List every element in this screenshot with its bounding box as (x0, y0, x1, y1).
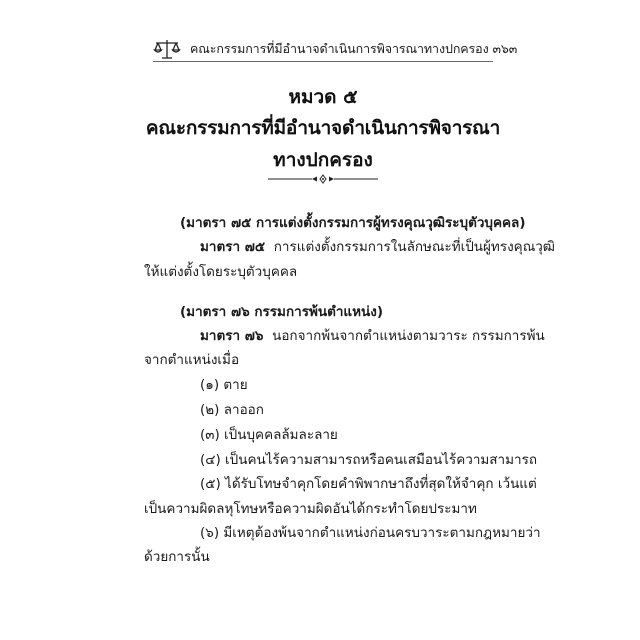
chapter-title-line1: คณะกรรมการที่มีอำนาจดำเนินการพิจารณา (145, 117, 501, 139)
section-75-label: มาตรา ๗๕ (200, 239, 266, 255)
running-header: คณะกรรมการที่มีอำนาจดำเนินการพิจารณาทางปกครอง ๓๖๓ (190, 41, 518, 56)
list-item-3: (๓) เป็นบุคคลล้มละลาย (200, 427, 338, 443)
list-item-5-line1: (๕) ได้รับโทษจำคุกโดยคำพิพากษาถึงที่สุดให้จำคุก เว้นแต่ (200, 476, 537, 492)
list-item-6-line1: (๖) มีเหตุต้องพ้นจากตำแหน่งก่อนครบวาระตามกฎหมายว่า (200, 525, 541, 541)
section-75-heading: (มาตรา ๗๕ การแต่งตั้งกรรมการผู้ทรงคุณวุฒิระบุตัวบุคคล) (180, 215, 526, 231)
scales-of-justice-icon (153, 38, 181, 60)
ornament-divider (268, 173, 378, 185)
section-75-text-line2: ให้แต่งตั้งโดยระบุตัวบุคคล (144, 264, 298, 280)
list-item-4: (๔) เป็นคนไร้ความสามารถหรือคนเสมือนไร้ความสามารถ (200, 452, 538, 468)
section-76-text-line2: จากตำแหน่งเมื่อ (144, 352, 240, 368)
section-76-text-line1: นอกจากพ้นจากตำแหน่งตามวาระ กรรมการพ้น (272, 328, 545, 344)
list-item-5-line2: เป็นความผิดลหุโทษหรือความผิดอันได้กระทำโดยประมาท (144, 501, 477, 517)
section-76-paragraph-line1 (200, 327, 545, 345)
list-item-2: (๒) ลาออก (200, 402, 264, 418)
section-76-heading: (มาตรา ๗๖ กรรมการพ้นตำแหน่ง) (180, 304, 384, 320)
chapter-label: หมวด ๕ (288, 86, 358, 108)
chapter-title-line2: ทางปกครอง (273, 149, 373, 171)
list-item-6-line2: ด้วยการนั้น (144, 549, 210, 565)
header-rule (153, 61, 493, 62)
section-75-paragraph-line1 (200, 238, 555, 256)
list-item-1: (๑) ตาย (200, 377, 248, 393)
section-76-label: มาตรา ๗๖ (200, 328, 264, 344)
section-75-text-line1: การแต่งตั้งกรรมการในลักษณะที่เป็นผู้ทรงคุณวุฒิ (273, 239, 555, 255)
